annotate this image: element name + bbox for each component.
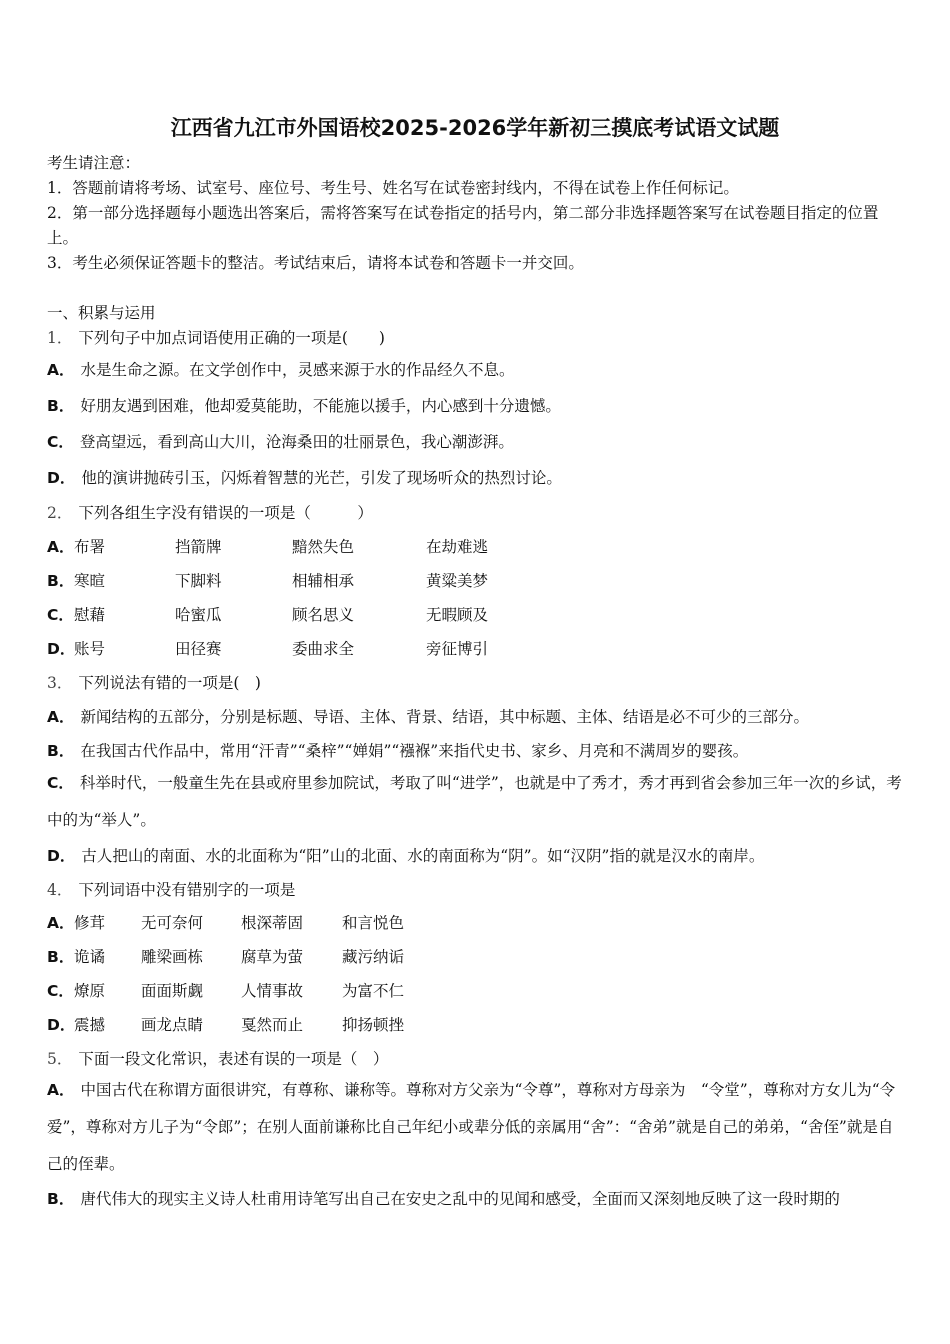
option-label: D．: [47, 847, 76, 865]
word: 人情事故: [241, 982, 304, 1000]
q1-option-d: [47, 466, 562, 488]
question-number: 4．: [47, 881, 73, 899]
word: 下脚料: [175, 572, 222, 590]
option-label: C．: [47, 774, 74, 792]
word: 相辅相承: [292, 572, 355, 590]
notice-item-1: 1．答题前请将考场、试室号、座位号、考生号、姓名写在试卷密封线内，不得在试卷上作任何标记。: [47, 179, 739, 197]
word: 面面斯觑: [141, 982, 204, 1000]
word: 慰藉: [74, 606, 106, 624]
word: 哈蜜瓜: [175, 606, 222, 624]
word: 挡箭牌: [175, 538, 222, 556]
word: 雕梁画栋: [141, 948, 204, 966]
word: 无暇顾及: [426, 606, 489, 624]
word: 戛然而止: [241, 1016, 304, 1034]
question-number: 1．: [47, 329, 73, 347]
option-text: 新闻结构的五部分，分别是标题、导语、主体、背景、结语，其中标题、主体、结语是必不可少的三部分。: [80, 708, 810, 726]
notice-item-3: 3．考生必须保证答题卡的整洁。考试结束后，请将本试卷和答题卡一并交回。: [47, 254, 584, 272]
word: 腐草为萤: [241, 948, 304, 966]
word: 账号: [74, 640, 106, 658]
q5-option-b: [47, 1181, 907, 1218]
option-label: C．: [47, 606, 74, 624]
word: 为富不仁: [342, 982, 405, 1000]
q1-option-a: [47, 358, 515, 380]
question-3: [47, 671, 261, 693]
option-text: 科举时代，一般童生先在县或府里参加院试，考取了叫“进学”，也就是中了秀才，秀才再到省会参加三年一次的乡试，考中的为“举人”。: [47, 774, 902, 829]
word: 无可奈何: [141, 914, 204, 932]
q3-option-c: [47, 765, 907, 839]
q3-option-a: [47, 705, 809, 727]
option-text: 好朋友遇到困难，他却爱莫能助，不能施以援手，内心感到十分遗憾。: [80, 397, 561, 415]
word: 根深蒂固: [241, 914, 304, 932]
word: 抑扬顿挫: [342, 1016, 405, 1034]
q3-option-b: [47, 739, 748, 761]
option-label: B．: [47, 572, 75, 590]
q1-option-b: [47, 394, 561, 416]
question-5: [47, 1047, 388, 1069]
question-stem: 下列词语中没有错别字的一项是: [78, 881, 296, 899]
word: 修茸: [74, 914, 106, 932]
question-1: [47, 326, 385, 348]
word: 画龙点睛: [141, 1016, 204, 1034]
notice-item-2: 2．第一部分选择题每小题选出答案后，需将答案写在试卷指定的括号内，第二部分非选择题答案写在试卷题目指定的位置上。: [47, 204, 879, 247]
option-text: 登高望远，看到高山大川，沧海桑田的壮丽景色，我心潮澎湃。: [79, 433, 514, 451]
question-stem: 下列句子中加点词语使用正确的一项是( ): [78, 329, 385, 347]
section-heading: 一、积累与运用: [47, 304, 156, 322]
word: 黯然失色: [292, 538, 355, 556]
word: 田径赛: [175, 640, 222, 658]
word: 震撼: [74, 1016, 106, 1034]
option-label: D．: [47, 640, 76, 658]
option-text: 古人把山的南面、水的北面称为“阳”山的北面、水的南面称为“阴”。如“汉阴”指的就是汉水的南岸。: [81, 847, 765, 865]
option-text: 他的演讲抛砖引玉，闪烁着智慧的光芒，引发了现场听众的热烈讨论。: [81, 469, 562, 487]
word: 和言悦色: [342, 914, 405, 932]
word: 顾名思义: [292, 606, 355, 624]
option-label: C．: [47, 433, 74, 451]
word: 诡谲: [74, 948, 106, 966]
word: 在劫难逃: [426, 538, 489, 556]
question-number: 5．: [47, 1050, 73, 1068]
word: 布署: [74, 538, 106, 556]
option-label: B．: [47, 397, 75, 415]
option-label: A．: [47, 538, 75, 556]
option-text: 中国古代在称谓方面很讲究，有尊称、谦称等。尊称对方父亲为“令尊”，尊称对方母亲为 “令堂”，尊称对方女儿为“令爱”，尊称对方儿子为“令郎”；在别人面前谦称比自己年纪小或辈分低的亲属用“舍”：“舍弟”就是自己的弟弟，“舍侄”就是自己的侄辈。: [47, 1081, 896, 1173]
word: 藏污纳诟: [342, 948, 405, 966]
option-label: A．: [47, 1081, 75, 1099]
option-label: B．: [47, 948, 75, 966]
question-number: 2．: [47, 504, 73, 522]
option-label: A．: [47, 361, 75, 379]
question-number: 3．: [47, 674, 73, 692]
word: 黄粱美梦: [426, 572, 489, 590]
question-stem: 下面一段文化常识，表述有误的一项是（ ）: [78, 1050, 389, 1068]
question-stem: 下列各组生字没有错误的一项是（ ）: [78, 504, 373, 522]
word: 燎原: [74, 982, 106, 1000]
page-title: 江西省九江市外国语校2025-2026学年新初三摸底考试语文试题: [170, 116, 780, 140]
question-stem: 下列说法有错的一项是( ): [78, 674, 261, 692]
question-2: [47, 501, 373, 523]
q3-option-d: [47, 844, 764, 866]
option-label: C．: [47, 982, 74, 1000]
option-label: D．: [47, 469, 76, 487]
option-text: 唐代伟大的现实主义诗人杜甫用诗笔写出自己在安史之乱中的见闻和感受，全面而又深刻地反映了这一段时期的: [80, 1190, 840, 1208]
word: 委曲求全: [292, 640, 355, 658]
option-label: A．: [47, 708, 75, 726]
q5-option-a: [47, 1072, 907, 1183]
option-label: B．: [47, 1190, 75, 1208]
word: 寒暄: [74, 572, 106, 590]
option-label: D．: [47, 1016, 76, 1034]
option-label: A．: [47, 914, 75, 932]
option-label: B．: [47, 742, 75, 760]
notice-heading: 考生请注意：: [47, 154, 141, 172]
option-text: 水是生命之源。在文学创作中，灵感来源于水的作品经久不息。: [80, 361, 515, 379]
q1-option-c: [47, 430, 514, 452]
word: 旁征博引: [426, 640, 489, 658]
question-4: [47, 878, 295, 900]
option-text: 在我国古代作品中，常用“汗青”“桑梓”“婵娟”“襁褓”来指代史书、家乡、月亮和不满周岁的婴孩。: [80, 742, 749, 760]
